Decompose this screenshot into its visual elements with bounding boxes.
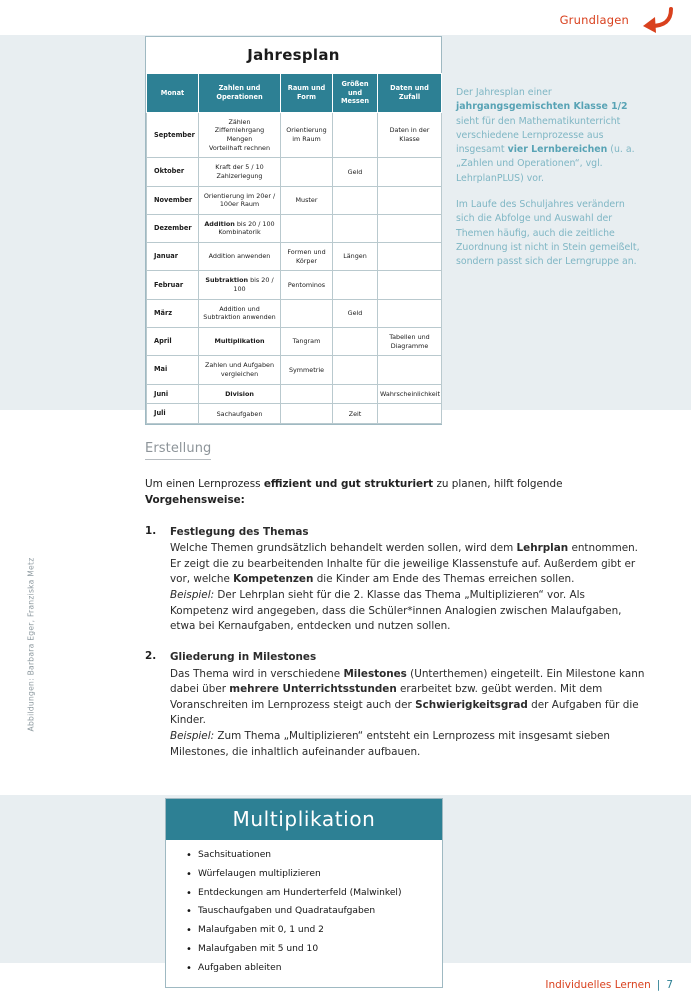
lead-b: effizient und gut strukturiert	[263, 478, 434, 490]
cell-daten-5	[378, 271, 442, 299]
sidenote-paragraph-1	[456, 86, 646, 186]
sidenote-p1-e: (u. a. „Zahlen und Operationen“, vgl. LehrplanPLUS) vor.	[456, 144, 635, 184]
jahresplan-table	[146, 73, 442, 424]
lead-c: zu planen, hilft folgende	[433, 478, 563, 490]
cell-month-0: September	[147, 112, 199, 158]
step-1-b1e: die Kinder am Ende des Themas erreichen sollen.	[313, 573, 575, 586]
cell-raum-3	[281, 214, 333, 242]
step-item-1	[145, 525, 645, 635]
cell-raum-2: Muster	[281, 186, 333, 214]
cell-zahlen-0: Zählen Ziffernlehrgang Mengen Vorteilhaft rechnen	[199, 112, 281, 158]
step-1-body	[170, 541, 645, 635]
step-1-b1b: Lehrplan	[516, 542, 569, 555]
section-title-erstellung: Erstellung	[145, 441, 211, 460]
cell-raum-6	[281, 299, 333, 327]
list-item: • Würfelaugen multiplizieren	[198, 869, 442, 881]
table-row	[147, 356, 442, 384]
column-header-daten-zufall: Daten und Zufall	[378, 74, 442, 113]
cell-groessen-9	[333, 384, 378, 404]
step-1-b1c: entnommen. Er zeigt die zu bearbeitenden Inhalte für die jeweilige Klassenstufe auf. Außerdem gibt er vor, welche	[170, 542, 638, 586]
cell-daten-4	[378, 243, 442, 271]
footer-separator: |	[656, 979, 661, 991]
steps-list	[145, 525, 645, 761]
sidenote-p1-a: Der Jahresplan einer	[456, 87, 552, 98]
list-item: • Sachsituationen	[198, 850, 442, 862]
cell-daten-10	[378, 404, 442, 424]
step-2-b1c: (Unterthemen) eingeteilt. Ein Milestone kann dabei über	[170, 667, 645, 696]
cell-daten-9: Wahrscheinlichkeit	[378, 384, 442, 404]
lead-paragraph	[145, 477, 645, 509]
cell-month-2: November	[147, 186, 199, 214]
cell-zahlen-6: Addition und Subtraktion anwenden	[199, 299, 281, 327]
cell-raum-0: Orientierung im Raum	[281, 112, 333, 158]
cell-daten-6	[378, 299, 442, 327]
cell-zahlen-2: Orientierung im 20er / 100er Raum	[199, 186, 281, 214]
table-row	[147, 404, 442, 424]
step-2-b1b: Milestones	[343, 667, 407, 680]
cell-daten-2	[378, 186, 442, 214]
cell-groessen-0	[333, 112, 378, 158]
jahresplan-table-card	[145, 36, 442, 425]
table-header-row	[147, 74, 442, 113]
main-content	[145, 437, 645, 775]
cell-groessen-8	[333, 356, 378, 384]
cell-zahlen-10: Sachaufgaben	[199, 404, 281, 424]
table-row	[147, 384, 442, 404]
page-header	[560, 6, 673, 34]
column-header-raum-form: Raum und Form	[281, 74, 333, 113]
cell-daten-0: Daten in der Klasse	[378, 112, 442, 158]
table-row	[147, 271, 442, 299]
column-header-groessen-messen: Größen und Messen	[333, 74, 378, 113]
cell-zahlen-9: Division	[199, 384, 281, 404]
step-1-b1a: Welche Themen grundsätzlich behandelt werden sollen, wird dem	[170, 542, 517, 555]
column-header-monat: Monat	[147, 74, 199, 113]
image-credit-vertical: Abbildungen: Barbara Eger, Franziska Metz	[26, 557, 36, 732]
cell-raum-1	[281, 158, 333, 186]
step-2-b1e: erarbeitet bzw. geübt werden. Mit dem Voranschreiten im Lernprozess steigt auch der	[170, 683, 603, 711]
step-1-example-text: Der Lehrplan sieht für die 2. Klasse das Thema „Multiplizieren“ vor. Als Kompetenz wird angegeben, dass die Schüler*innen Analogien zwischen Malaufgaben, etwa bei Kernaufgaben, entdecken und nutzen sollen.	[170, 589, 622, 633]
header-chapter-label: Grundlagen	[559, 13, 629, 27]
cell-groessen-6: Geld	[333, 299, 378, 327]
list-item: • Tauschaufgaben und Quadrataufgaben	[198, 906, 442, 918]
cell-groessen-5	[333, 271, 378, 299]
step-2-b1f: Schwierigkeitsgrad	[415, 698, 528, 711]
cell-raum-4: Formen und Körper	[281, 243, 333, 271]
cell-zahlen-7: Multiplikation	[199, 327, 281, 355]
cell-zahlen-3: Addition bis 20 / 100 Kombinatorik	[199, 214, 281, 242]
step-1-b1d: Kompetenzen	[233, 573, 314, 586]
page-footer	[545, 979, 673, 991]
list-item: • Entdeckungen am Hunderterfeld (Malwinkel)	[198, 888, 442, 900]
cell-daten-8	[378, 356, 442, 384]
cell-groessen-10: Zeit	[333, 404, 378, 424]
sidenote-p1-c: sieht für den Mathematikunterricht verschiedene Lernprozesse aus insgesamt	[456, 115, 621, 156]
cell-raum-10	[281, 404, 333, 424]
cell-month-9: Juni	[147, 384, 199, 404]
sidenote-paragraph-2: Im Laufe des Schuljahres verändern sich die Abfolge und Auswahl der Themen häufig, auch die zeitliche Zuordnung ist nicht in Stein gemeißelt, sondern passt sich der Lerngruppe an.	[456, 199, 640, 268]
table-row	[147, 299, 442, 327]
table-row	[147, 186, 442, 214]
multiplikation-milestone-list	[166, 840, 442, 987]
sidenote-block	[456, 86, 646, 282]
cell-zahlen-4: Addition anwenden	[199, 243, 281, 271]
step-2-body	[170, 667, 645, 761]
step-item-2	[145, 650, 645, 760]
cell-daten-1	[378, 158, 442, 186]
step-2-b1d: mehrere Unterrichtsstunden	[229, 683, 397, 696]
cell-month-1: Oktober	[147, 158, 199, 186]
cell-month-6: März	[147, 299, 199, 327]
step-2-title: Gliederung in Milestones	[170, 650, 317, 663]
cell-groessen-2	[333, 186, 378, 214]
curved-arrow-left-icon	[637, 6, 673, 34]
table-row	[147, 112, 442, 158]
list-item: • Malaufgaben mit 0, 1 und 2	[198, 925, 442, 937]
cell-daten-7: Tabellen und Diagramme	[378, 327, 442, 355]
cell-zahlen-5: Subtraktion bis 20 / 100	[199, 271, 281, 299]
multiplikation-card	[165, 798, 443, 988]
sidenote-p1-d: vier Lernbereichen	[507, 144, 608, 156]
table-row	[147, 327, 442, 355]
footer-page-number: 7	[666, 979, 673, 991]
step-2-b1a: Das Thema wird in verschiedene	[170, 667, 344, 680]
sidenote-p1-b: jahrgangsgemischten Klasse 1/2	[456, 101, 628, 113]
cell-raum-7: Tangram	[281, 327, 333, 355]
cell-groessen-3	[333, 214, 378, 242]
column-header-zahlen-operationen: Zahlen und Operationen	[199, 74, 281, 113]
cell-zahlen-8: Zahlen und Aufgaben vergleichen	[199, 356, 281, 384]
cell-month-4: Januar	[147, 243, 199, 271]
lead-d: Vorgehensweise:	[145, 493, 245, 506]
step-1-example-label: Beispiel:	[170, 589, 215, 602]
cell-raum-8: Symmetrie	[281, 356, 333, 384]
jahresplan-title: Jahresplan	[146, 37, 441, 73]
cell-raum-5: Pentominos	[281, 271, 333, 299]
footer-section-label: Individuelles Lernen	[545, 979, 651, 991]
cell-groessen-7	[333, 327, 378, 355]
list-item: • Aufgaben ableiten	[198, 963, 442, 975]
table-row	[147, 158, 442, 186]
table-row	[147, 243, 442, 271]
cell-month-5: Februar	[147, 271, 199, 299]
step-1-title: Festlegung des Themas	[170, 525, 309, 538]
cell-month-10: Juli	[147, 404, 199, 424]
cell-groessen-1: Geld	[333, 158, 378, 186]
cell-groessen-4: Längen	[333, 243, 378, 271]
step-2-b1g: der Aufgaben für die Kinder.	[170, 698, 639, 727]
step-2-example-label: Beispiel:	[170, 729, 215, 742]
cell-month-8: Mai	[147, 356, 199, 384]
table-row	[147, 214, 442, 242]
cell-month-3: Dezember	[147, 214, 199, 242]
lead-a: Um einen Lernprozess	[145, 478, 264, 490]
cell-month-7: April	[147, 327, 199, 355]
multiplikation-card-title: Multiplikation	[166, 799, 442, 840]
cell-raum-9	[281, 384, 333, 404]
cell-daten-3	[378, 214, 442, 242]
cell-zahlen-1: Kraft der 5 / 10 Zahlzerlegung	[199, 158, 281, 186]
step-2-example-text: Zum Thema „Multiplizieren“ entsteht ein Lernprozess mit insgesamt sieben Milestones, die inhaltlich aufeinander aufbauen.	[170, 729, 610, 758]
list-item: • Malaufgaben mit 5 und 10	[198, 944, 442, 956]
